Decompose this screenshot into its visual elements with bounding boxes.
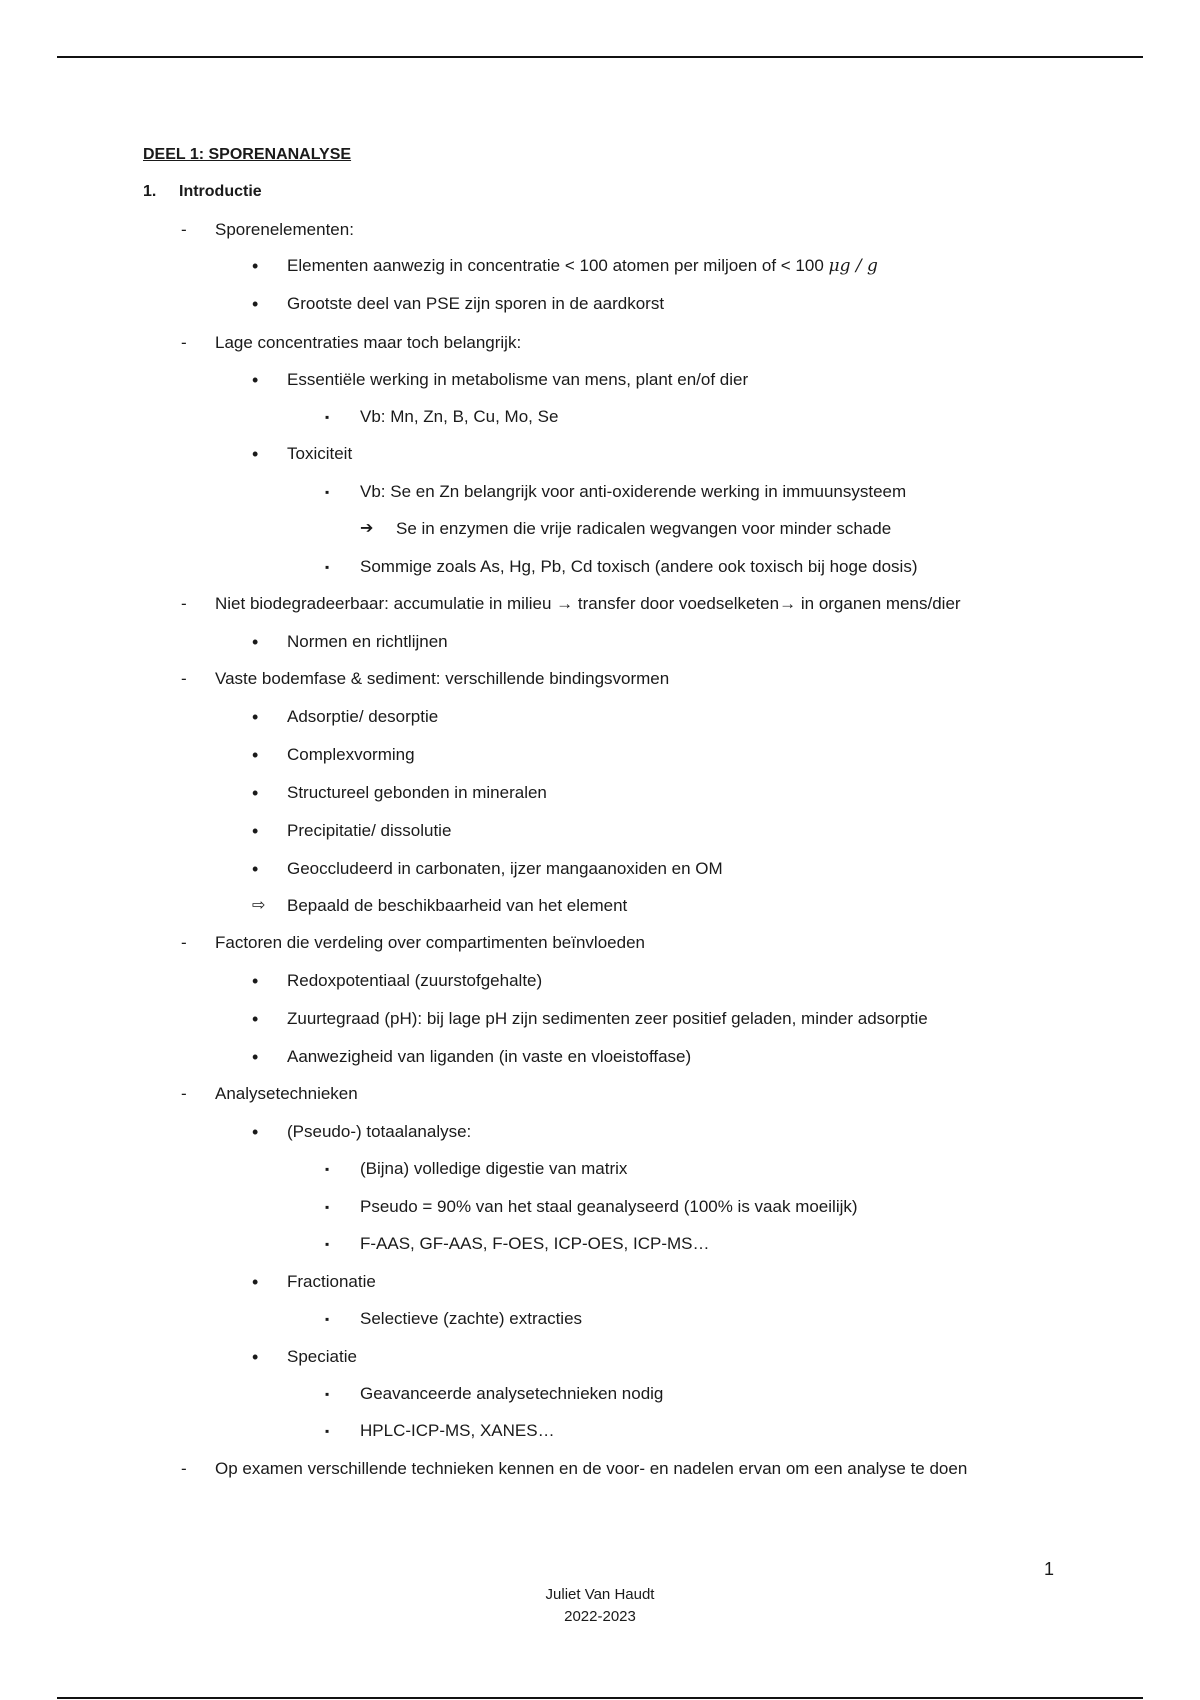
- bottom-rule: [57, 1697, 1143, 1699]
- list-item: Lage concentraties maar toch belangrijk:: [215, 333, 522, 352]
- footer-year: 2022-2023: [564, 1608, 636, 1625]
- list-item: Vaste bodemfase & sediment: verschillende bindingsvormen: [215, 669, 670, 688]
- dash-marker: -: [181, 1084, 187, 1103]
- bullet-marker: •: [252, 859, 259, 879]
- dash-marker: -: [181, 220, 187, 239]
- bullet-marker: •: [252, 783, 259, 803]
- dash-marker: -: [181, 669, 187, 688]
- bullet-marker: •: [252, 707, 259, 727]
- list-item: F-AAS, GF-AAS, F-OES, ICP-OES, ICP-MS…: [360, 1234, 710, 1253]
- square-marker: ▪: [325, 410, 330, 424]
- bullet-marker: •: [252, 1009, 259, 1029]
- list-item: Bepaald de beschikbaarheid van het element: [287, 896, 628, 915]
- hollow-arrow-icon: ⇨: [252, 897, 266, 914]
- section-title: Introductie: [179, 183, 262, 200]
- document-title: DEEL 1: SPORENANALYSE: [143, 146, 352, 163]
- list-item: Vb: Se en Zn belangrijk voor anti-oxiderende werking in immuunsysteem: [360, 482, 907, 501]
- list-item: [287, 255, 878, 277]
- list-item: Op examen verschillende technieken kennen en de voor- en nadelen ervan om een analyse te doen: [215, 1459, 968, 1478]
- unit-formula: μg / g: [828, 256, 878, 276]
- bullet-marker: •: [252, 444, 259, 464]
- list-item: Fractionatie: [287, 1272, 376, 1291]
- square-marker: ▪: [325, 1237, 330, 1251]
- list-item: Redoxpotentiaal (zuurstofgehalte): [287, 971, 543, 990]
- bullet-marker: •: [252, 1047, 259, 1067]
- list-item: Vb: Mn, Zn, B, Cu, Mo, Se: [360, 407, 559, 426]
- bullet-marker: •: [252, 294, 259, 314]
- bullet-marker: •: [252, 370, 259, 390]
- square-marker: ▪: [325, 1162, 330, 1176]
- list-item: Niet biodegradeerbaar: accumulatie in milieu → transfer door voedselketen→ in organen mens/dier: [215, 594, 961, 613]
- list-item: Se in enzymen die vrije radicalen wegvangen voor minder schade: [396, 519, 892, 538]
- bullet-marker: •: [252, 632, 259, 652]
- dash-marker: -: [181, 594, 187, 613]
- list-item: Geavanceerde analysetechnieken nodig: [360, 1384, 664, 1403]
- page-number: 1: [1044, 1559, 1055, 1579]
- list-item: Pseudo = 90% van het staal geanalyseerd (100% is vaak moeilijk): [360, 1197, 858, 1216]
- list-item: (Bijna) volledige digestie van matrix: [360, 1159, 628, 1178]
- dash-marker: -: [181, 333, 187, 352]
- list-item: Precipitatie/ dissolutie: [287, 821, 452, 840]
- list-item: HPLC-ICP-MS, XANES…: [360, 1421, 555, 1440]
- dash-marker: -: [181, 1459, 187, 1478]
- square-marker: ▪: [325, 1387, 330, 1401]
- list-item: Structureel gebonden in mineralen: [287, 783, 547, 802]
- arrow-icon: ➔: [360, 520, 374, 537]
- list-item: Sporenelementen:: [215, 220, 354, 239]
- list-item: Sommige zoals As, Hg, Pb, Cd toxisch (andere ook toxisch bij hoge dosis): [360, 557, 918, 576]
- bullet-marker: •: [252, 1122, 259, 1142]
- square-marker: ▪: [325, 485, 330, 499]
- list-item: Selectieve (zachte) extracties: [360, 1309, 583, 1328]
- dash-marker: -: [181, 933, 187, 952]
- bullet-marker: •: [252, 821, 259, 841]
- list-item: Analysetechnieken: [215, 1084, 358, 1103]
- list-item: Geoccludeerd in carbonaten, ijzer mangaanoxiden en OM: [287, 859, 723, 878]
- bullet-marker: •: [252, 1272, 259, 1292]
- list-item: Complexvorming: [287, 745, 415, 764]
- list-item: Speciatie: [287, 1347, 357, 1366]
- square-marker: ▪: [325, 1312, 330, 1326]
- bullet-marker: •: [252, 1347, 259, 1367]
- list-item: Aanwezigheid van liganden (in vaste en vloeistoffase): [287, 1047, 692, 1066]
- bullet-marker: •: [252, 745, 259, 765]
- square-marker: ▪: [325, 1424, 330, 1438]
- list-item: Factoren die verdeling over compartimenten beïnvloeden: [215, 933, 645, 952]
- list-item: Adsorptie/ desorptie: [287, 707, 439, 726]
- list-item-text: Elementen aanwezig in concentratie < 100 atomen per miljoen of < 100: [287, 256, 829, 275]
- list-item: Toxiciteit: [287, 444, 353, 463]
- list-item: Zuurtegraad (pH): bij lage pH zijn sedimenten zeer positief geladen, minder adsorptie: [287, 1009, 928, 1028]
- bullet-marker: •: [252, 971, 259, 991]
- list-item: Grootste deel van PSE zijn sporen in de aardkorst: [287, 294, 665, 313]
- section-number: 1.: [143, 183, 157, 200]
- list-item: Essentiële werking in metabolisme van mens, plant en/of dier: [287, 370, 749, 389]
- square-marker: ▪: [325, 1200, 330, 1214]
- list-item: (Pseudo-) totaalanalyse:: [287, 1122, 472, 1141]
- footer-author: Juliet Van Haudt: [545, 1586, 655, 1603]
- square-marker: ▪: [325, 560, 330, 574]
- top-rule: [57, 56, 1143, 58]
- bullet-marker: •: [252, 256, 259, 276]
- list-item: Normen en richtlijnen: [287, 632, 448, 651]
